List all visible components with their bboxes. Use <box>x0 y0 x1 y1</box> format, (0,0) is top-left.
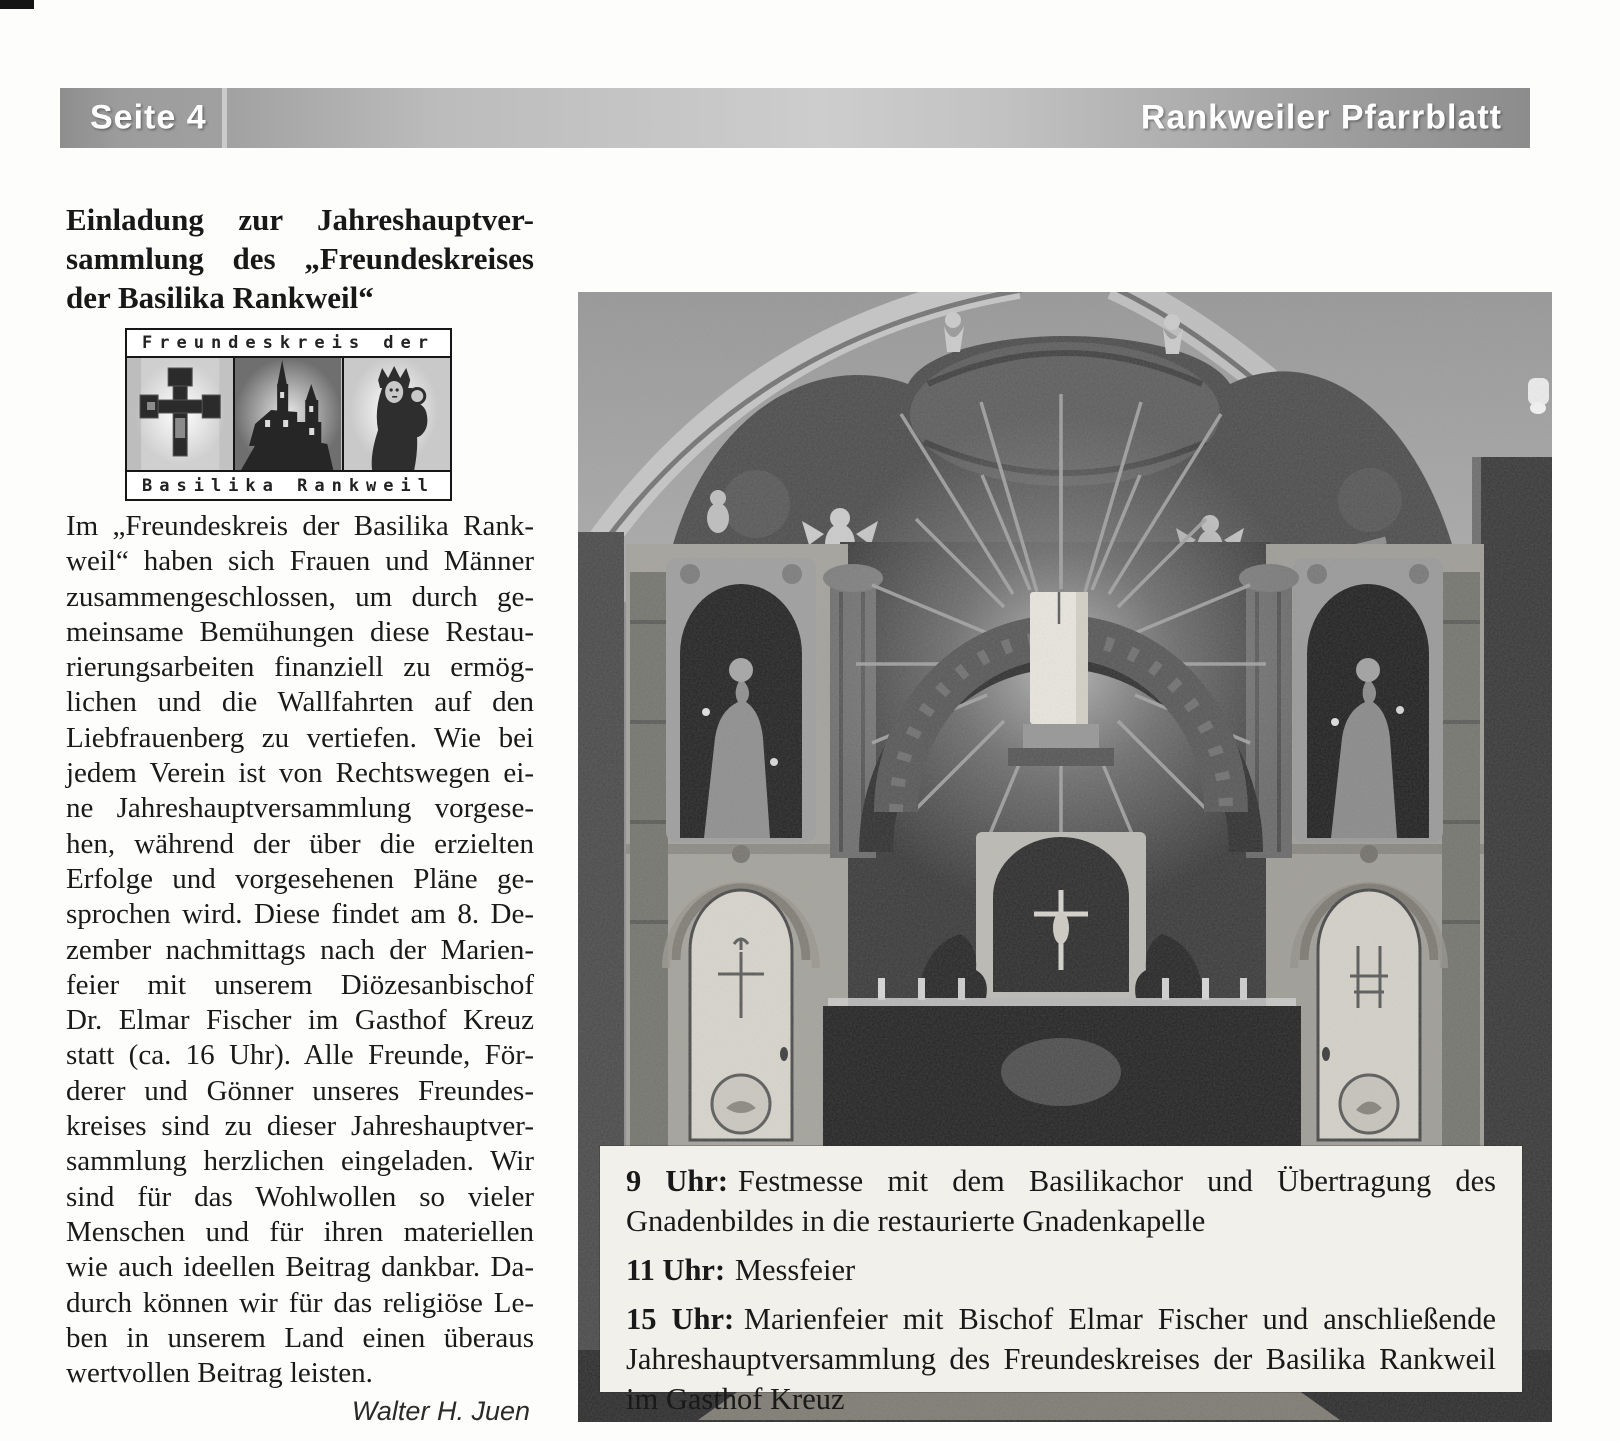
page-number-label: Seite 4 <box>90 98 207 137</box>
article-body-line: jedem Verein ist von Rechtswegen ei- <box>66 757 534 790</box>
article-body-line: wertvollen Beitrag leisten. <box>66 1357 373 1390</box>
logo-top-label: Freundeskreis der <box>127 330 450 358</box>
logo-church-icon <box>233 358 341 470</box>
article-title <box>66 200 534 317</box>
article-body-line: sammlung herzlichen eingeladen. Wir <box>66 1145 534 1178</box>
article-body-line: rierungsarbeiten finanziell zu ermög- <box>66 651 534 684</box>
article-body-line: Erfolge und vorgesehenen Pläne ge- <box>66 862 534 895</box>
logo-madonna-icon <box>342 358 450 470</box>
article-body-line: durch können wir für das religiöse Le- <box>66 1286 534 1319</box>
newsletter-title-label: Rankweiler Pfarrblatt <box>1140 98 1502 137</box>
article-body-line: Dr. Elmar Fischer im Gasthof Kreuz <box>66 1004 534 1037</box>
schedule-entry-text: Festmesse mit dem Basilikachor und Übertragung des Gnadenbildes in die restaurierte Gnadenkapelle <box>626 1164 1497 1238</box>
page-header-bar <box>60 88 1530 148</box>
author-signature: Walter H. Juen <box>351 1396 530 1427</box>
article-body-line: Im „Freundeskreis der Basilika Rank- <box>66 510 534 542</box>
schedule-box <box>600 1146 1522 1416</box>
article-title-line: Einladung zur Jahreshauptver- <box>66 202 534 237</box>
schedule-entry-text: Messfeier <box>734 1253 856 1287</box>
schedule-entry <box>626 1299 1496 1419</box>
schedule-entry <box>626 1250 1496 1290</box>
article-body-line: zusammengeschlossen, um durch ge- <box>66 580 534 613</box>
schedule-time-label: 9 Uhr: <box>626 1164 729 1198</box>
article-body-line: Liebfrauenberg zu vertiefen. Wie bei <box>66 721 534 754</box>
article-body-line: sind für das Wohlwollen so vieler <box>66 1180 534 1213</box>
altar-photo <box>578 292 1552 1422</box>
schedule-time-label: 11 Uhr: <box>626 1253 726 1287</box>
article-body-line: meinsame Bemühungen diese Restau- <box>66 615 534 648</box>
article-column <box>66 200 534 1427</box>
logo-cross-icon <box>127 358 233 470</box>
article-body-line: lichen und die Wallfahrten auf den <box>66 686 534 719</box>
article-body-line: statt (ca. 16 Uhr). Alle Freunde, För- <box>66 1039 534 1072</box>
article-title-line: sammlung des „Freundeskreises <box>66 241 534 276</box>
article-body-line: derer und Gönner unseres Freundes- <box>66 1074 534 1107</box>
logo-bottom-label: Basilika Rankweil <box>127 470 450 499</box>
article-title-line: der Basilika Rankweil“ <box>66 280 374 315</box>
schedule-entry <box>626 1161 1496 1241</box>
schedule-time-label: 15 Uhr: <box>626 1302 735 1336</box>
article-body-line: Menschen und für ihren materiellen <box>66 1215 534 1248</box>
logo-image-panels <box>127 358 450 470</box>
article-body-line: sprochen wird. Diese findet am 8. De- <box>66 898 534 931</box>
article-body-line: wie auch ideellen Beitrag dankbar. Da- <box>66 1251 534 1284</box>
article-body-line: kreises sind zu dieser Jahreshauptver- <box>66 1110 534 1143</box>
schedule-entry-text: Marienfeier mit Bischof Elmar Fischer und anschließende Jahreshauptversammlung des Freundeskreises der Basilika Rankweil im Gasthof Kreuz <box>626 1302 1496 1416</box>
article-body <box>66 509 534 1391</box>
article-body-line: weil“ haben sich Frauen und Männer <box>66 545 534 578</box>
freundeskreis-logo <box>125 328 452 501</box>
article-body-line: zember nachmittags nach der Marien- <box>66 933 534 966</box>
article-body-line: hen, während der über die erzielten <box>66 827 534 860</box>
article-body-line: ben in unserem Land einen überaus <box>66 1321 534 1354</box>
article-body-line: feier mit unserem Diözesanbischof <box>66 968 534 1001</box>
article-body-line: ne Jahreshauptversammlung vorgese- <box>66 792 534 825</box>
scan-artifact-mark <box>0 0 34 9</box>
